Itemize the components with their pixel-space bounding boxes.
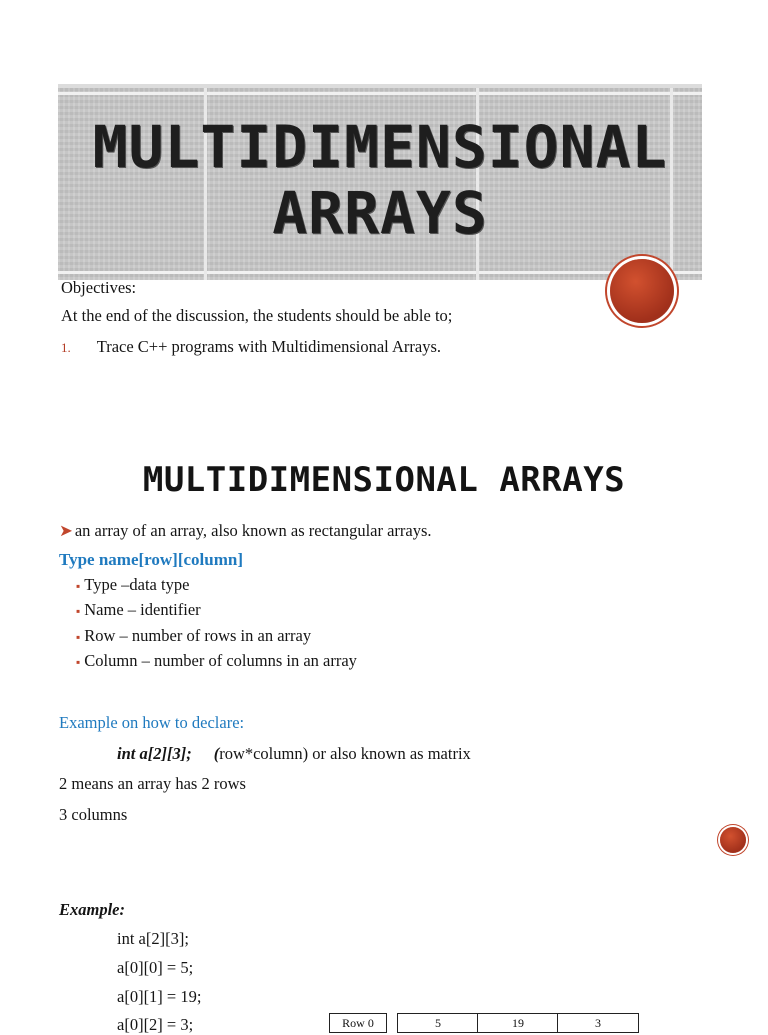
banner-title [58, 114, 702, 246]
list-item [76, 575, 189, 595]
definition-text: an array of an array, also known as rectangular arrays. [74, 521, 432, 540]
declare-paren: ( [213, 744, 220, 763]
declare-code: int a[2][3]; [117, 744, 192, 763]
title-banner [58, 84, 702, 280]
objectives-intro: At the end of the discussion, the students should be able to; [61, 306, 453, 325]
square-bullet-icon: ▪ [76, 579, 81, 593]
banner-stripe [58, 92, 702, 95]
declare-note: row*column) or also known as matrix [219, 744, 471, 763]
code-line: a[0][0] = 5; [117, 958, 194, 977]
list-item-text: Name – identifier [84, 600, 201, 619]
list-number: 1. [61, 340, 71, 355]
declare-heading: Example on how to declare: [59, 713, 245, 732]
section-title: MULTIDIMENSIONAL ARRAYS [142, 460, 626, 500]
list-item [76, 600, 201, 620]
example-heading: Example: [59, 900, 125, 919]
declare-line [117, 744, 471, 764]
banner-title-line2: ARRAYS [272, 179, 488, 247]
list-item [76, 651, 357, 671]
objectives-item-text: Trace C++ programs with Multidimensional Arrays. [96, 337, 442, 356]
objectives-heading: Objectives: [61, 278, 137, 297]
square-bullet-icon: ▪ [76, 604, 81, 618]
list-item-text: Column – number of columns in an array [84, 651, 357, 670]
list-item [76, 626, 311, 646]
meaning-cols: 3 columns [59, 805, 128, 824]
objectives-item [61, 337, 441, 357]
banner-title-line1: MULTIDIMENSIONAL [92, 113, 668, 181]
code-line: int a[2][3]; [117, 929, 189, 948]
arrow-bullet-icon: ➤ [59, 521, 73, 540]
definition-line [59, 521, 432, 541]
table-cell: 3 [557, 1013, 639, 1033]
list-item-text: Type –data type [84, 575, 190, 594]
square-bullet-icon: ▪ [76, 655, 81, 669]
table-cell: 5 [397, 1013, 479, 1033]
decorative-circle-icon [720, 827, 746, 853]
table-cell: 19 [477, 1013, 559, 1033]
code-line: a[0][1] = 19; [117, 987, 202, 1006]
syntax-heading: Type name[row][column] [59, 550, 243, 569]
list-item-text: Row – number of rows in an array [84, 626, 312, 645]
meaning-rows: 2 means an array has 2 rows [59, 774, 246, 793]
square-bullet-icon: ▪ [76, 630, 81, 644]
decorative-circle-icon [610, 259, 674, 323]
banner-stripe [58, 271, 702, 274]
table-row-label: Row 0 [329, 1013, 387, 1033]
code-line: a[0][2] = 3; [117, 1015, 194, 1034]
